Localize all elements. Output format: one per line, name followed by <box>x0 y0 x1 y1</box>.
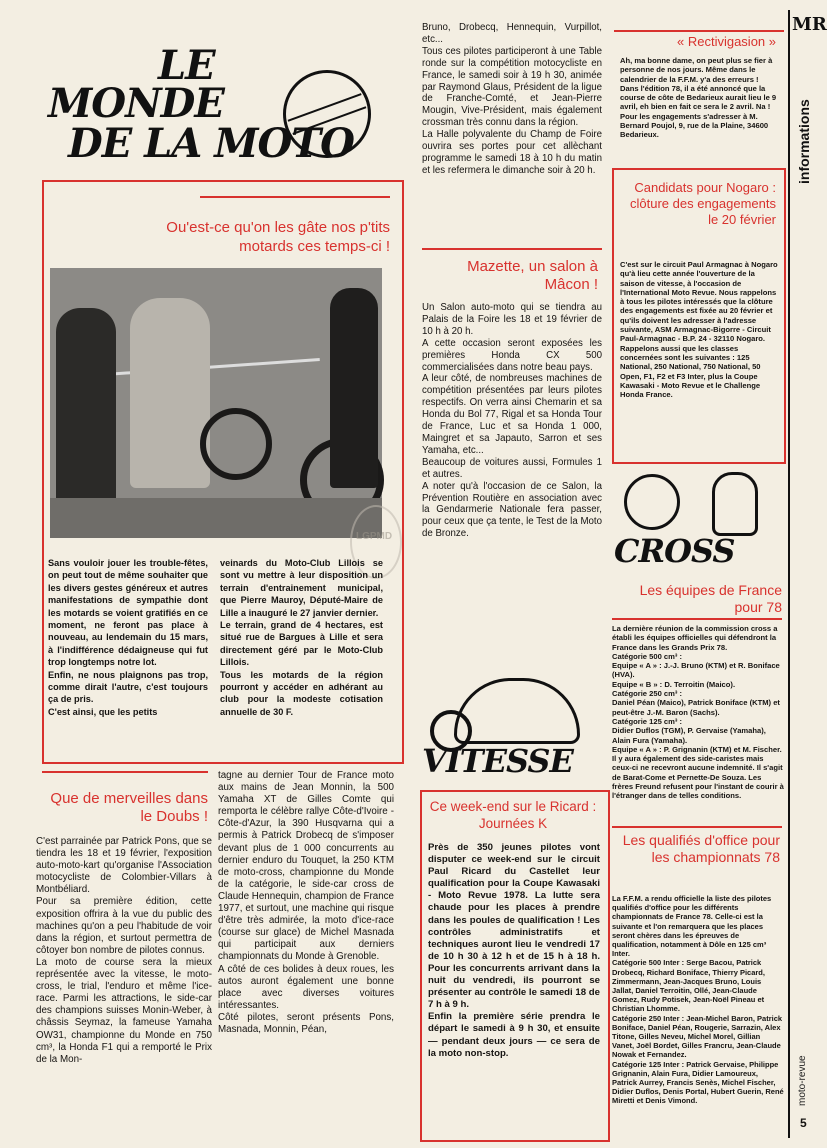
masthead-line-1: LE <box>158 42 215 89</box>
masthead-line-2: MONDE <box>48 80 224 127</box>
macon-top-rule <box>422 248 602 250</box>
photo-figure-left <box>56 308 116 508</box>
nogaro-title: Candidats pour Nogaro : clôture des engagements le 20 février <box>630 180 776 227</box>
photo-figure-center <box>130 298 210 488</box>
macon-text: Un Salon auto-moto qui se tiendra au Palais de la Foire les 18 et 19 février de 10 h à 20 h. A cette occasion seront exposées les premières Honda CX 500 commercialisées dans notre beau pays. A leur côté, de nombreuses machines de compétition présentées par leurs pilotes respectifs. On verra ainsi Chemarin et sa Honda du Bol 77, Rigal et sa Honda Tour de France, Luc et sa Honda 1 000, Maingret et sa Japauto, Sarron et ses Yamaha, etc... Beaucoup de voitures aussi, Formules 1 et autres. A noter qu'à l'occasion de ce Salon, la Prévention Routière en association avec la Gendarmerie Nationale fera passer, pour ceux que ça tente, le Test de la Moto de Bronze. <box>422 302 602 540</box>
masthead-line-3: DE LA MOTO <box>68 120 354 167</box>
cross-title: Les équipes de France pour 78 <box>639 582 782 615</box>
cross-title-logo: CROSS <box>614 532 735 570</box>
cross-rule <box>612 618 782 620</box>
vitesse-logo <box>418 670 606 788</box>
gate-text-col-2: veinards du Moto-Club Lillois se sont vu mettre à leur disposition un terrain d'entrainement municipal, que Pierre Mauroy, Député-Maire de Lille a inauguré le 27 janvier dernier. Le terrain, grand de 4 hectares, est situé rue de Bargues à Lille et sera directement géré par le Moto-Club Lillois. Tous les motards de la région pourront y accéder en adhérant au club pour la modeste cotisation annuelle de 30 F. <box>220 558 383 717</box>
qualifies-title: Les qualifiés d'office pour les championnats 78 <box>622 832 780 865</box>
photo-figure-right <box>330 288 378 488</box>
sidebar-logo: MR <box>792 14 827 35</box>
doubs-text-col-2: tagne au dernier Tour de France moto aux mains de Jean Monnin, la 500 Yamaha XT de Gilles Comte qui remporta le célèbre rallye Côte-d'Ivoire - Côte-d'Azur, la 390 Husqvarna qui a permis à Patrick Drobecq de s'imposer devant plus de 1 000 concurrents au dernier enduro du Touquet, la 250 KTM de moto-cross, championne du Monde de la catégorie, le side-car cross de Claude Hennequin, champion de France 1977, et surtout, une machine qui risque d'être très admirée, la moto d'ice-race (course sur glace) de Michel Masnada qui participait aux derniers championnats du Monde à Grenoble. A côté de ces bolides à deux roues, les autos auront également une bonne place avec diverses voitures intéressantes. Côté pilotes, seront présents Pons, Masnada, Monnin, Péan, <box>218 770 394 1035</box>
doubs-text-col-1: C'est parrainée par Patrick Pons, que se tiendra les 18 et 19 février, l'exposition auto-moto-kart qu'organise l'Association motocycliste de Colombier-Villars à Montbéliard. Pour sa première édition, cette exposition offrira à la vue du public des machines qu'on a peu l'habitude de voir dans la région, et surtout permettra de côtoyer bon nombre de pilotes connus. La moto de course sera la mieux représentée avec la vitesse, le moto-cross, le trial, l'enduro et même l'ice-race. Parmi les attractions, le side-car des champions suisses Monin-Weber, à châssis Seymaz, la fameuse Yamaha OW31, championne du Monde en 750 cm³, la Honda F1 qui a remporté le Prix de la Mon- <box>36 836 212 1065</box>
sidebar-rule <box>788 10 790 1138</box>
gate-text-col-1: Sans vouloir jouer les trouble-fêtes, on peut tout de même souhaiter que les divers gestes généreux et autres manifestations de sympathie dont les motards se voient gratifiés en ce moment, ne feront pas place à nouveau, au lendemain du 15 mars, à l'indifférence dédaigneuse qui fut trop longtemps notre lot. Enfin, ne nous plaignons pas trop, comme dirait l'autre, c'est toujours ça de pris. C'est ainsi, que les petits <box>48 558 208 717</box>
doubs-top-rule <box>42 771 208 773</box>
nogaro-text: C'est sur le circuit Paul Armagnac à Nogaro qu'à lieu cette année l'ouverture de la saison de vitesse, à l'occasion de l'International Moto Revue. Nous rappelons à tous les pilotes intéressés que la clôture des engagements est fixée au 20 février et qu'ils doivent les adresser à l'adresse suivante, ASM Armagnac-Bigorre - Circuit Paul-Armagnac - B.P. 24 - 32110 Nogaro. Rappelons aussi que les classes concernées sont les suivantes : 125 National, 250 National, 750 National, 50 Open, F1, F2 et F3 Inter, plus la Coupe Kawasaki - Moto Revue et le Challenge Honda France. <box>620 260 778 400</box>
rectivigasion-top-rule <box>614 30 784 32</box>
photo-motorbike-wheel <box>200 408 272 480</box>
rectivigasion-text: Ah, ma bonne dame, on peut plus se fier à personne de nos jours. Même dans le calendrier de la F.F.M. y'a des erreurs ! Dans l'édition 78, il a été annoncé que la course de côte de Bedarieux aurait lieu le 9 avril, eh bien en fait ce sera le 2 avril. Na ! Pour les engagements s'adresser à M. Bernard Poujol, 9, rue de la Plaine, 34600 Bedarieux. <box>620 56 777 140</box>
macon-title: Mazette, un salon à Mâcon ! <box>467 258 598 293</box>
sidebar-label: informations <box>796 99 812 184</box>
ricard-title: Ce week-end sur le Ricard : Journées K <box>429 799 597 831</box>
masthead <box>48 42 398 176</box>
qualifies-top-rule <box>612 826 782 828</box>
cross-logo <box>612 470 782 570</box>
doubs-title: Que de merveilles dans le Doubs ! <box>50 790 208 825</box>
footer-brand: moto-revue <box>797 1055 808 1106</box>
gate-top-rule <box>200 196 390 198</box>
bruno-text: Bruno, Drobecq, Hennequin, Vurpillot, etc... Tous ces pilotes participeront à une Table ronde sur la compétition motocycliste en France, le samedi soir à 19 h 30, animée par Raymond Glaus, Président de la ligue de Franche-Comté, et Jean-Pierre Mougin, Vive-Président, mais également crossman très connu dans la région. La Halle polyvalente du Champ de Foire ouvrira ses portes pour cet allèchant programme le samedi 18 à 10 h du matin et les refermera le dimanche soir à 20 h. <box>422 22 602 176</box>
vitesse-title: VITESSE <box>422 742 573 780</box>
page-number: 5 <box>800 1116 807 1130</box>
ricard-text: Près de 350 jeunes pilotes vont disputer ce week-end sur le circuit Paul Ricard du Castellet leur qualification pour la Coupe Kawasaki - Moto Revue 1978. La lutte sera chaude pour les places à prendre dans les poules de qualification ! Les contrôles administratifs et techniques auront lieu le vendredi 17 de 10 h 30 à 12 h et de 15 h à 18 h. Pour les concurrents arrivant dans la nuit du vendredi, ils pourront se présenter au contrôle le samedi 18 de 7 h à 9 h. Enfin la première série prendra le départ le samedi à 9 h 30, et ensuite — pendant deux jours — ce sera de la moto non-stop. <box>428 842 600 1059</box>
cross-bike-icon <box>624 474 680 530</box>
watermark: LGPMD <box>350 505 402 579</box>
photo-ground <box>50 498 382 538</box>
rectivigasion-title: « Rectivigasion » <box>677 34 776 49</box>
cross-rider-icon <box>712 472 758 536</box>
vitesse-rider-icon <box>454 678 580 744</box>
gate-photo <box>50 268 382 538</box>
gate-title: Ou'est-ce qu'on les gâte nos p'tits motards ces temps-ci ! <box>166 219 390 255</box>
qualifies-text: La F.F.M. a rendu officielle la liste des pilotes qualifiés d'office pour les différents championnats de France 78. Celle-ci est la suivante et l'on remarquera que les places seront chères dans les épreuves de qualification, notamment à Dôle en 125 cm³ Inter. Catégorie 500 Inter : Serge Bacou, Patrick Drobecq, Richard Boniface, Thierry Picard, Zimmermann, Jean-Jacques Bruno, Louis Jallat, Daniel Terroitin, Ollé, Jean-Claude Gomez, Rudy Potisek, Jean-Noël Pineau et Christian Lhomme. Catégorie 250 Inter : Jean-Michel Baron, Patrick Boniface, Daniel Péan, Rougerie, Sarrazin, Alex Titone, Gilles Neveu, Michel Morel, Gillian Vanet, Joël Bordet, Gilles Francru, Jean-Claude Nowak et Fernandez. Catégorie 125 Inter : Patrick Gervaise, Philippe Grignanin, Alain Fura, Didier Lamoureux, Patrick Aurrey, Francis Senès, Michel Fischer, Didier Duflos, Denis Portal, Hubert Guerin, René Miretti et Denis Vimond. <box>612 894 784 1106</box>
cross-text: La dernière réunion de la commission cross a établi les équipes officielles qui défendront la France dans les Grands Prix 78. Catégorie 500 cm³ : Equipe « A » : J.-J. Bruno (KTM) et R. Boniface (HVA). Equipe « B » : D. Terroitin (Maico). Catégorie 250 cm³ : Daniel Péan (Maico), Patrick Boniface (KTM) et peut-être J.-M. Baron (Sachs). Catégorie 125 cm³ : Didier Duflos (TGM), P. Gervaise (Yamaha), Alain Fura (Yamaha). Equipe « A » : P. Grignanin (KTM) et M. Fischer. Il y aura également des side-caristes mais ceux-ci ne recevront aucune indemnité. Il s'agit de Barat-Come et Pernette-De Souza. Les frères Freund refusent pour l'instant de courir à l'étranger dans de telles conditions. <box>612 624 784 801</box>
